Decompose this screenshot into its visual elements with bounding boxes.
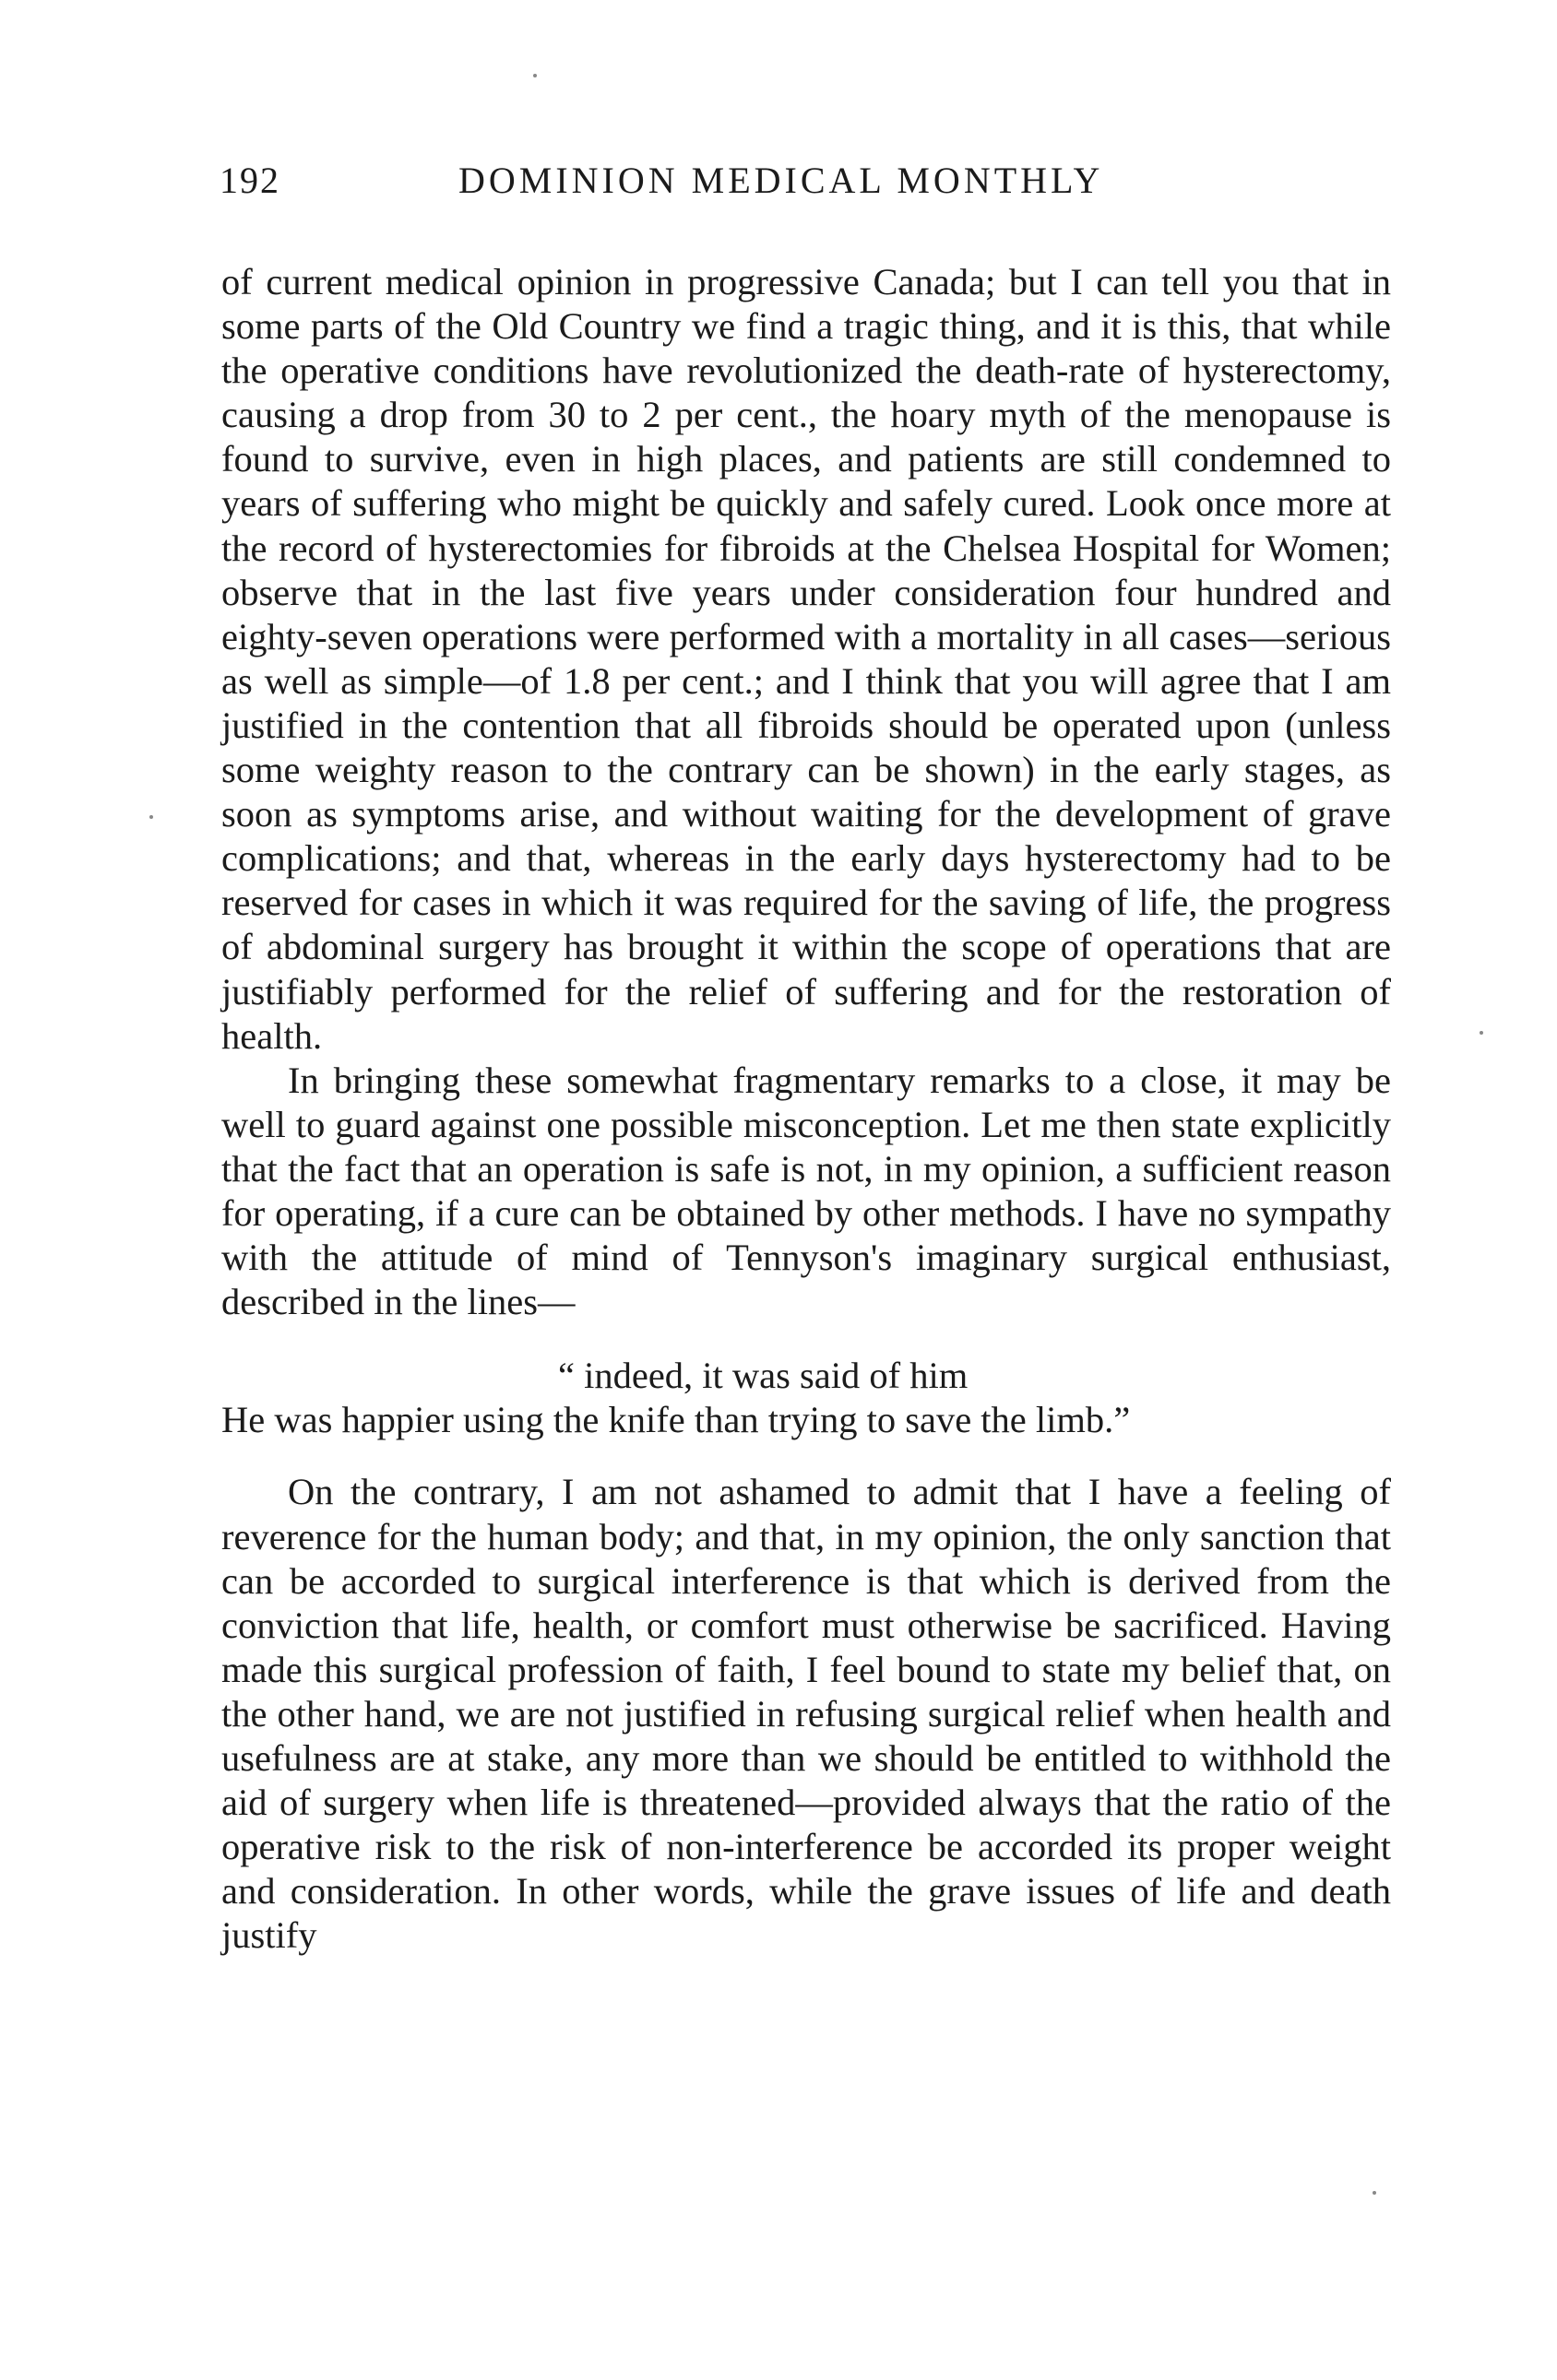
print-speck (149, 815, 153, 819)
running-header (0, 159, 1557, 214)
journal-title: DOMINION MEDICAL MONTHLY (458, 160, 1104, 201)
body-text (221, 260, 1391, 1958)
print-speck (533, 74, 537, 77)
quote-line-1: “ indeed, it was said of him (558, 1355, 969, 1397)
paragraph-closing-remarks: In bringing these somewhat fragmentary remarks to a close, it may be well to guard against one possible misconception. Let me then state explicitly that the fact that an operation is safe is not, in my opinion, a sufficient reason for operating, if a cure can be obtained by other methods. I have no sympathy with the attitude of mind of Tennyson's imaginary surgical enthusiast, described in the lines— (221, 1059, 1391, 1323)
print-speck (1480, 1031, 1483, 1035)
quote-line-2: He was happier using the knife than trying to save the limb.” (221, 1399, 1131, 1441)
print-speck (1373, 2191, 1376, 2195)
page-number: 192 (220, 160, 280, 201)
paragraph-contrary: On the contrary, I am not ashamed to admit that I have a feeling of reverence for the human body; and that, in my opinion, the only sanction that can be accorded to surgical interference is that which is derived from the conviction that life, health, or comfort must otherwise be sacrificed. Having made this surgical profession of faith, I feel bound to state my belief that, on the other hand, we are not justified in refusing surgical relief when health and usefulness are at stake, any more than we should be entitled to withhold the aid of surgery when life is threatened—provided always that the ratio of the operative risk to the risk of non-interference be accorded its proper weight and consideration. In other words, while the grave issues of life and death justify (221, 1471, 1391, 1957)
paragraph-continuation: of current medical opinion in progressive Canada; but I can tell you that in some parts of the Old Country we find a tragic thing, and it is this, that while the operative conditions have revolutionized the death-rate of hysterectomy, causing a drop from 30 to 2 per cent., the hoary myth of the menopause is found to survive, even in high places, and patients are still condemned to years of suffering who might be quickly and safely cured. Look once more at the record of hysterectomies for fibroids at the Chelsea Hospital for Women; observe that in the last five years under consideration four hundred and eighty-seven operations were performed with a mortality in all cases—serious as well as simple—of 1.8 per cent.; and I think that you will agree that I am justified in the contention that all fibroids should be operated upon (unless some weighty reason to the contrary can be shown) in the early stages, as soon as symptoms arise, and without waiting for the development of grave complications; and that, whereas in the early days hysterectomy had to be reserved for cases in which it was required for the saving of life, the progress of abdominal surgery has brought it within the scope of operations that are justifiably performed for the relief of suffering and for the restoration of health. (221, 261, 1391, 1057)
